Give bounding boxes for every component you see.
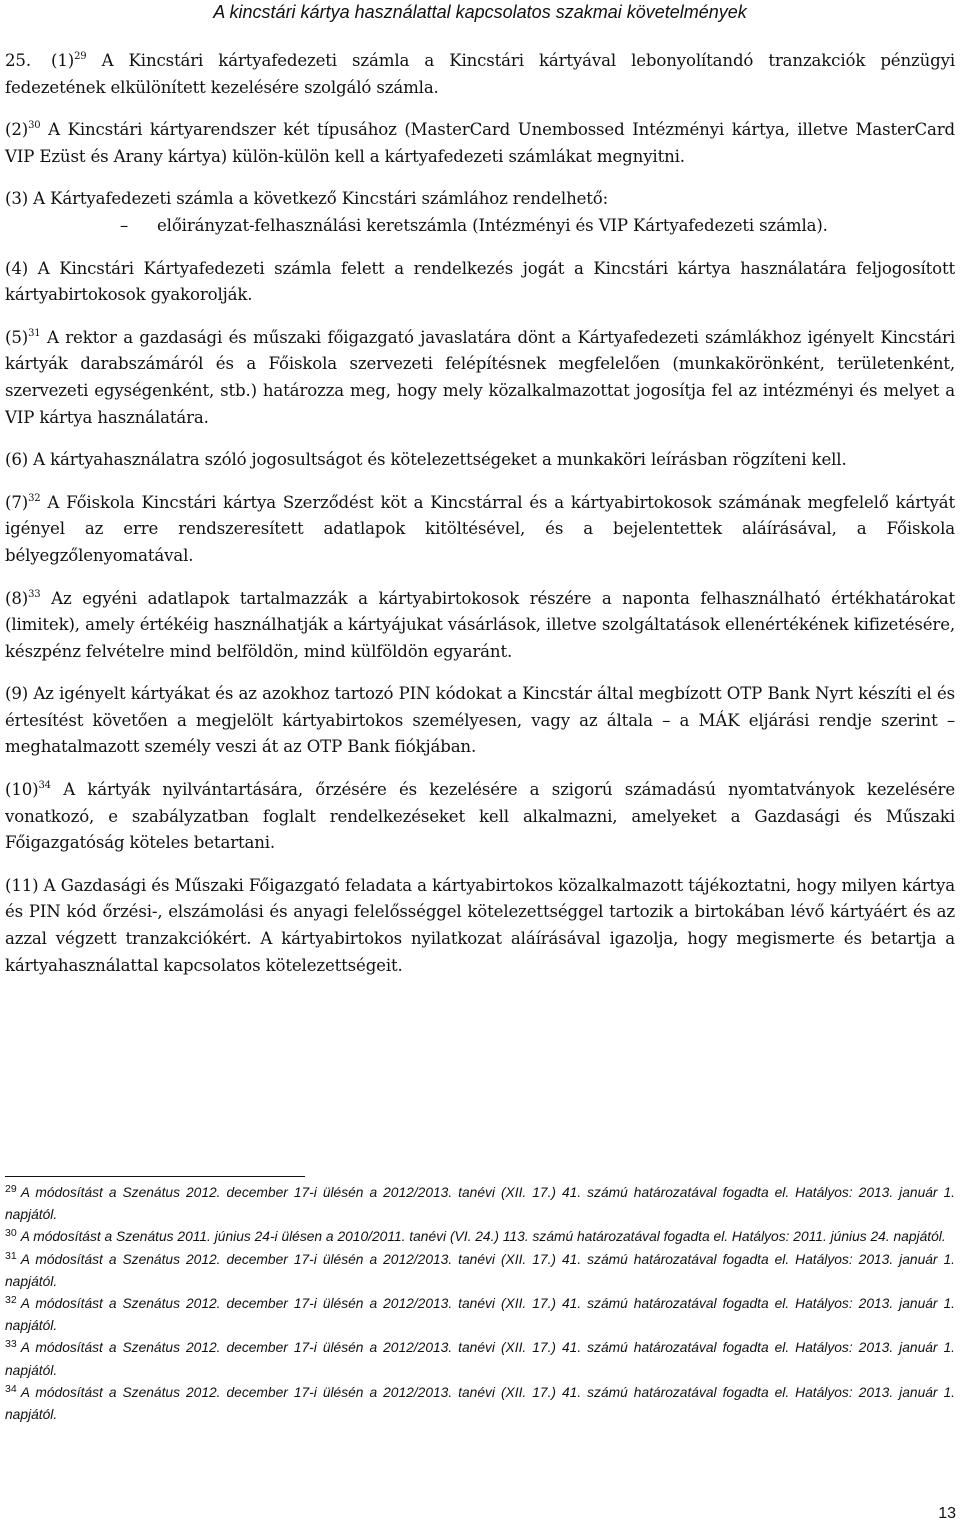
paragraph-label: (5) — [5, 327, 29, 347]
footnotes — [5, 1182, 955, 1426]
paragraph-3 — [5, 186, 955, 213]
footnote-number: 29 — [5, 1183, 17, 1195]
footnote-ref[interactable]: 34 — [38, 780, 51, 792]
paragraph-text: A rektor a gazdasági és műszaki főigazgató javaslatára dönt a Kártyafedezeti számlákhoz igényelt Kincstári kártyák darabszámáról és a Főiskola szervezeti felépítésnek megfelelően (munkakörönként, területenként, szervezeti egységenként, stb.) határozza meg, hogy mely közalkalmazottat jogosítja fel az intézményi és melyet a VIP kártya használatára. — [5, 327, 956, 427]
paragraph-9 — [5, 681, 955, 761]
paragraph-text: (6) A kártyahasználatra szóló jogosultságot és kötelezettségeket a munkaköri leírásban rögzíteni kell. — [5, 450, 847, 470]
paragraph-text: A kártyák nyilvántartására, őrzésére és kezelésére a szigorú számadású nyomtatványok kezelésére vonatkozó, e szabályzatban foglalt rendelkezéseket kell alkalmazni, amelyeket a Gazdasági és Műszaki Főigazgatóság köteles betartani. — [5, 780, 956, 853]
paragraph-6 — [5, 447, 955, 474]
running-header: A kincstári kártya használattal kapcsolatos szakmai követelmények — [213, 2, 747, 22]
footnote-number: 31 — [5, 1249, 17, 1262]
footnote-ref[interactable]: 33 — [28, 588, 41, 600]
paragraph-label: (2) — [5, 120, 29, 140]
footnote — [5, 1226, 955, 1248]
paragraph-label: (10) — [5, 780, 39, 800]
footnote-ref[interactable]: 29 — [74, 51, 87, 62]
footnote-ref[interactable]: 32 — [28, 492, 41, 504]
footnote — [5, 1182, 955, 1226]
footnote — [5, 1293, 955, 1337]
page-number: 13 — [938, 1505, 956, 1522]
paragraph-text: A Kincstári kártyarendszer két típusához (MasterCard Unembossed Intézményi kártya, illetve MasterCard VIP Ezüst és Arany kártya) külön-külön kell a kártyafedezeti számlákat megnyitni. — [5, 120, 956, 166]
dash-bullet: – — [120, 215, 129, 235]
footnote-number: 32 — [5, 1294, 17, 1307]
section-body — [5, 48, 955, 995]
paragraph-text: A Kincstári kártyafedezeti számla a Kincstári kártyával lebonyolítandó tranzakciók pénzügyi fedezetének elkülönített kezelésére szolgáló számla. — [5, 51, 955, 97]
paragraph-text: A Főiskola Kincstári kártya Szerződést köt a Kincstárral és a kártyabirtokosok számának megfelelő kártyát igényel az erre rendszeresített adatlapok kitöltésével, és a bejelentettek aláírásával, a Főiskola bélyegzőlenyomatával. — [5, 492, 956, 565]
paragraph-label: (7) — [5, 492, 29, 512]
dash-list-item — [5, 213, 955, 240]
paragraph-text: (9) Az igényelt kártyákat és az azokhoz tartozó PIN kódokat a Kincstár által megbízott OTP Bank Nyrt készíti el és értesítést követően a megjelölt kártyabirtokos személyesen, vagy az általa – a MÁK eljárási rendje szerint – meghatalmazott személy veszi át az OTP Bank fiókjában. — [5, 684, 955, 757]
paragraph-label: (8) — [5, 588, 29, 608]
footnote-text: A módosítást a Szenátus 2011. június 24-i ülésen a 2010/2011. tanévi (VI. 24.) 113. számú határozatával fogadta el. Hatályos: 2011. június 24. napjától. — [20, 1229, 946, 1245]
footnote — [5, 1382, 955, 1426]
footnote-text: A módosítást a Szenátus 2012. december 17-i ülésén a 2012/2013. tanévi (XII. 17.) 41. számú határozatával fogadta el. Hatályos: 2013. január 1. napjától. — [5, 1185, 955, 1223]
section-number: 25. — [5, 51, 31, 70]
paragraph-4 — [5, 256, 955, 309]
paragraph-1 — [5, 48, 955, 101]
paragraph-8 — [5, 586, 955, 666]
footnote-separator — [5, 1176, 305, 1177]
paragraph-text: (4) A Kincstári Kártyafedezeti számla felett a rendelkezés jogát a Kincstári kártya használatára feljogosított kártyabirtokosok gyakorolják. — [5, 258, 955, 305]
footnote-number: 34 — [5, 1382, 17, 1395]
footnote-text: A módosítást a Szenátus 2012. december 17-i ülésén a 2012/2013. tanévi (XII. 17.) 41. számú határozatával fogadta el. Hatályos: 2013. január 1. napjától. — [5, 1296, 955, 1334]
paragraph-5 — [5, 325, 955, 431]
footnote-ref[interactable]: 31 — [28, 327, 41, 339]
footnote — [5, 1337, 955, 1381]
footnote-number: 33 — [5, 1338, 17, 1351]
paragraph-label: (1) — [51, 51, 75, 70]
paragraph-2 — [5, 117, 955, 170]
paragraph-11 — [5, 873, 955, 979]
paragraph-10 — [5, 777, 955, 857]
footnote-number: 30 — [5, 1227, 17, 1240]
footnote-text: A módosítást a Szenátus 2012. december 17-i ülésén a 2012/2013. tanévi (XII. 17.) 41. számú határozatával fogadta el. Hatályos: 2013. január 1. napjától. — [5, 1340, 955, 1378]
footnote-text: A módosítást a Szenátus 2012. december 17-i ülésén a 2012/2013. tanévi (XII. 17.) 41. számú határozatával fogadta el. Hatályos: 2013. január 1. napjától. — [5, 1251, 955, 1289]
list-item-text: előirányzat-felhasználási keretszámla (Intézményi és VIP Kártyafedezeti számla). — [157, 215, 828, 235]
paragraph-text: Az egyéni adatlapok tartalmazzák a kártyabirtokosok részére a naponta felhasználható értékhatárokat (limitek), amely értékéig használhatják a kártyájukat vásárlások, illetve szolgáltatások ellenértékének kifizetésére, készpénz felvételre mind belföldön, mind külföldön egyaránt. — [5, 588, 955, 661]
paragraph-text: (11) A Gazdasági és Műszaki Főigazgató feladata a kártyabirtokos közalkalmazott tájékoztatni, hogy milyen kártya és PIN kód őrzési-, elszámolási és anyagi felelősséggel kötelezettséggel tartozik a birtokában lévő kártyáért és az azzal végzett tranzakciókért. A kártyabirtokos nyilatkozat aláírásával igazolja, hogy megismerte és betartja a kártyahasználattal kapcsolatos kötelezettségeit. — [5, 875, 955, 975]
paragraph-7 — [5, 490, 955, 570]
footnote-text: A módosítást a Szenátus 2012. december 17-i ülésén a 2012/2013. tanévi (XII. 17.) 41. számú határozatával fogadta el. Hatályos: 2013. január 1. napjától. — [5, 1384, 955, 1423]
footnote-ref[interactable]: 30 — [28, 120, 41, 132]
paragraph-text: (3) A Kártyafedezeti számla a következő Kincstári számlához rendelhető: — [5, 189, 609, 209]
footnote — [5, 1249, 955, 1293]
